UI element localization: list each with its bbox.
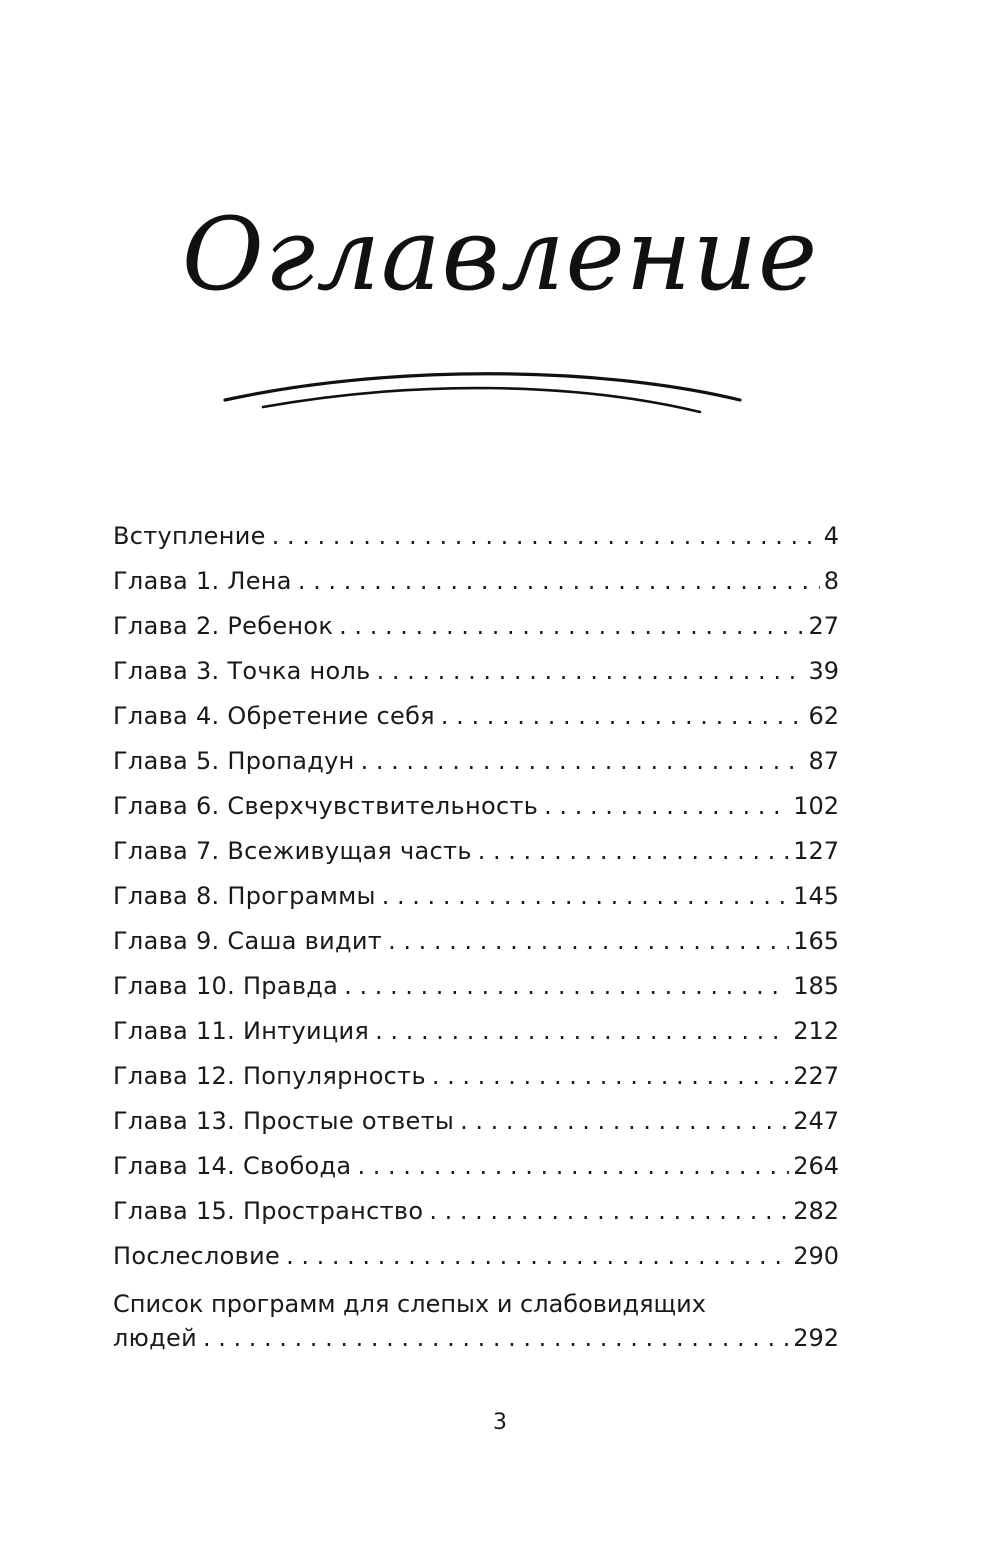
toc-entry[interactable] (113, 919, 839, 964)
table-of-contents (113, 514, 839, 1355)
dot-leader (361, 739, 805, 784)
toc-entry[interactable] (113, 1189, 839, 1234)
toc-entry-page: 282 (793, 1197, 839, 1225)
swoosh-lower-stroke (263, 388, 700, 412)
toc-entry-label: Глава 7. Всеживущая часть (113, 837, 472, 865)
toc-entry[interactable] (113, 1144, 839, 1189)
toc-entry[interactable] (113, 784, 839, 829)
toc-entry-page: 87 (808, 747, 839, 775)
toc-entry-label-continuation (113, 1321, 839, 1355)
toc-entry-label-second-line: людей (113, 1324, 197, 1352)
toc-entry-page: 212 (793, 1017, 839, 1045)
dot-leader (298, 559, 820, 604)
dot-leader (357, 1144, 789, 1189)
toc-entry-page: 290 (793, 1242, 839, 1270)
dot-leader (339, 604, 804, 649)
toc-entry-label: Список программ для слепых и слабовидящих (113, 1290, 706, 1318)
toc-entry[interactable] (113, 1099, 839, 1144)
page-title: Оглавление (181, 196, 819, 313)
toc-entry-page: 39 (808, 657, 839, 685)
toc-entry-label: Глава 9. Саша видит (113, 927, 383, 955)
toc-entry-page: 227 (793, 1062, 839, 1090)
dot-leader (544, 784, 789, 829)
toc-entry-page: 127 (793, 837, 839, 865)
toc-entry-label: Вступление (113, 522, 266, 550)
toc-entry-page: 185 (793, 972, 839, 1000)
dot-leader (377, 649, 805, 694)
toc-entry-label: Глава 1. Лена (113, 567, 292, 595)
toc-entry-page: 264 (793, 1152, 839, 1180)
dot-leader (441, 694, 805, 739)
toc-entry[interactable] (113, 649, 839, 694)
toc-entry-label: Глава 2. Ребенок (113, 612, 334, 640)
toc-entry-label: Послесловие (113, 1242, 281, 1270)
toc-entry[interactable] (113, 739, 839, 784)
toc-entry-label: Глава 15. Пространство (113, 1197, 424, 1225)
toc-entry[interactable] (113, 829, 839, 874)
toc-entry-label: Глава 6. Сверхчувствительность (113, 792, 539, 820)
toc-entry-label: Глава 4. Обретение себя (113, 702, 435, 730)
toc-entry[interactable] (113, 964, 839, 1009)
toc-entry[interactable] (113, 559, 839, 604)
dot-leader (203, 1321, 789, 1355)
toc-entry[interactable] (113, 514, 839, 559)
toc-entry[interactable] (113, 1009, 839, 1054)
toc-entry-page: 27 (808, 612, 839, 640)
toc-entry-page: 247 (793, 1107, 839, 1135)
toc-entry-label: Глава 12. Популярность (113, 1062, 426, 1090)
toc-entry-page: 8 (823, 567, 839, 595)
toc-entry-label: Глава 13. Простые ответы (113, 1107, 455, 1135)
toc-entry[interactable] (113, 1234, 839, 1279)
dot-leader (478, 829, 789, 874)
toc-entry-label: Глава 5. Пропадун (113, 747, 355, 775)
toc-entry-page: 165 (793, 927, 839, 955)
toc-entry-page: 62 (808, 702, 839, 730)
dot-leader (432, 1054, 789, 1099)
toc-entry-page: 292 (793, 1324, 839, 1352)
toc-entry[interactable] (113, 1279, 839, 1355)
dot-leader (388, 919, 789, 964)
toc-entry-page: 102 (793, 792, 839, 820)
toc-entry-label: Глава 14. Свобода (113, 1152, 352, 1180)
toc-entry-label: Глава 3. Точка ноль (113, 657, 371, 685)
toc-entry-label: Глава 8. Программы (113, 882, 376, 910)
dot-leader (460, 1099, 789, 1144)
page-number: 3 (493, 1410, 507, 1435)
decorative-swoosh (215, 360, 755, 430)
toc-entry[interactable] (113, 874, 839, 919)
toc-entry-label: Глава 10. Правда (113, 972, 339, 1000)
toc-entry[interactable] (113, 1054, 839, 1099)
dot-leader (382, 874, 789, 919)
toc-entry-page: 4 (823, 522, 839, 550)
dot-leader (429, 1189, 789, 1234)
toc-entry[interactable] (113, 604, 839, 649)
dot-leader (375, 1009, 789, 1054)
dot-leader (286, 1234, 789, 1279)
dot-leader (344, 964, 789, 1009)
dot-leader (272, 514, 820, 559)
toc-entry[interactable] (113, 694, 839, 739)
toc-entry-label: Глава 11. Интуиция (113, 1017, 370, 1045)
toc-entry-page: 145 (793, 882, 839, 910)
